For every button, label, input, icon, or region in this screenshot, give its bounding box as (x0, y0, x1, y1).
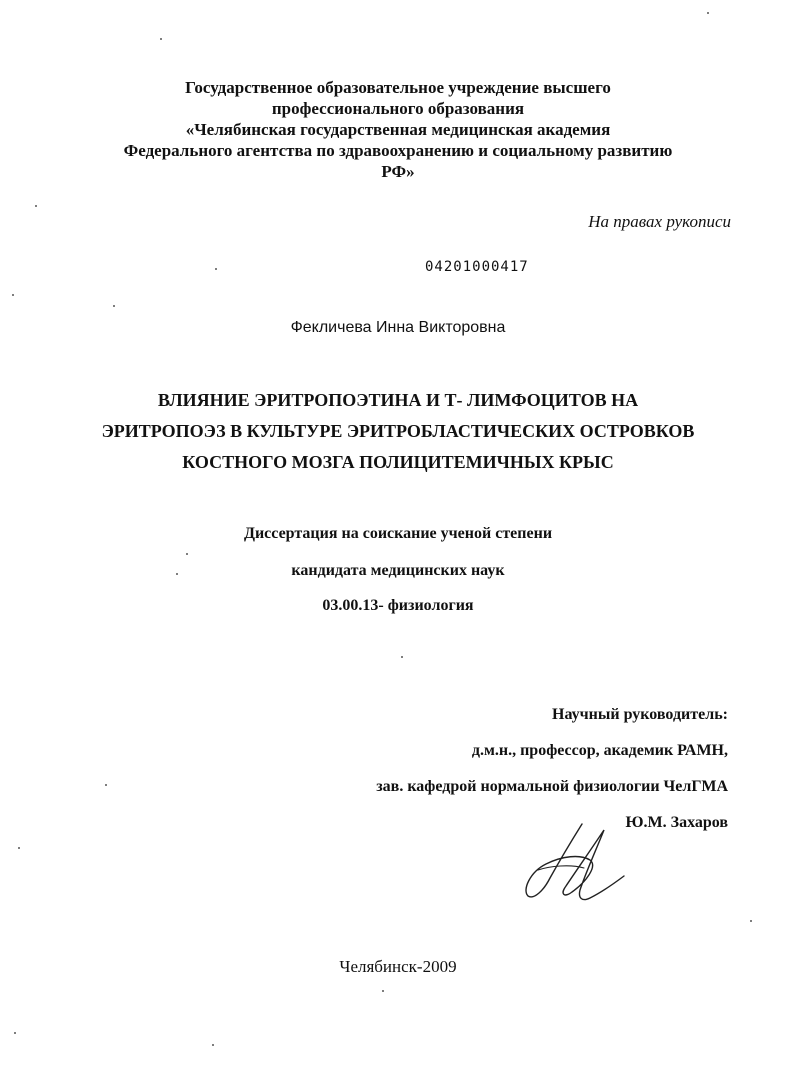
scan-speck (35, 205, 37, 207)
dissertation-line-2: кандидата медицинских наук (291, 562, 505, 579)
scan-speck (113, 305, 115, 307)
title-line-1: ВЛИЯНИЕ ЭРИТРОПОЭТИНА И Т- ЛИМФОЦИТОВ НА (157, 390, 639, 410)
institution-line-2: профессионального образования (271, 99, 525, 118)
dissertation-line-1: Диссертация на соискание ученой степени (243, 525, 553, 542)
scan-speck (14, 1032, 16, 1034)
title-line-3: КОСТНОГО МОЗГА ПОЛИЦИТЕМИЧНЫХ КРЫС (182, 452, 614, 472)
supervisor-label: Научный руководитель: (552, 706, 728, 723)
signature-icon (520, 820, 630, 910)
institution-line-3: «Челябинская государственная медицинская академия (185, 120, 611, 139)
city-year: Челябинск-2009 (339, 957, 457, 976)
scan-speck (186, 553, 188, 555)
scan-speck (105, 784, 107, 786)
scan-speck (18, 847, 20, 849)
scan-speck (176, 573, 178, 575)
institution-line-5: РФ» (381, 162, 415, 181)
scan-speck (401, 656, 403, 658)
supervisor-position: зав. кафедрой нормальной физиологии ЧелГМА (376, 778, 728, 795)
scan-speck (382, 990, 384, 992)
institution-line-4: Федерального агентства по здравоохранению и социальному развитию (123, 141, 673, 160)
scan-speck (750, 920, 752, 922)
supervisor-name: Ю.М. Захаров (625, 814, 728, 831)
scan-speck (160, 38, 162, 40)
author-name: Фекличева Инна Викторовна (290, 319, 506, 336)
supervisor-degree: д.м.н., профессор, академик РАМН, (471, 742, 728, 759)
scan-speck (707, 12, 709, 14)
scan-speck (215, 268, 217, 270)
institution-line-1: Государственное образовательное учреждение высшего (185, 78, 611, 97)
manuscript-note: На правах рукописи (588, 212, 731, 231)
scan-speck (12, 294, 14, 296)
title-line-2: ЭРИТРОПОЭЗ В КУЛЬТУРЕ ЭРИТРОБЛАСТИЧЕСКИХ ОСТРОВКОВ (101, 421, 695, 441)
scan-speck (212, 1044, 214, 1046)
specialty: 03.00.13- физиология (322, 597, 474, 614)
document-code: 04201000417 (425, 259, 529, 275)
